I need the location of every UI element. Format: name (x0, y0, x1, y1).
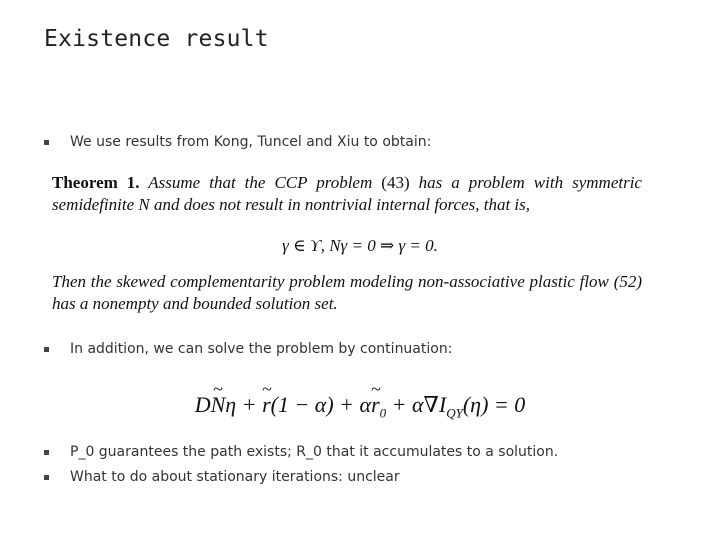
eq-tilde-symbol: ~ N (211, 392, 226, 418)
bullet-item (44, 469, 400, 485)
bullet-text: We use results from Kong, Tuncel and Xiu to obtain: (70, 134, 432, 150)
eq-tilde-symbol: ~ r (262, 392, 271, 418)
theorem-condition-equation: γ ∈ ϒ, Nγ = 0 ⇒ γ = 0. (282, 236, 438, 255)
eq-subscript: 0 (379, 405, 387, 421)
theorem-text: has a nonempty and bounded solution set. (52, 294, 338, 313)
eq-part: (1 − α) + α (270, 392, 372, 417)
bullet-square-icon (44, 475, 49, 480)
bullet-item (44, 444, 558, 460)
equation-ref: (52) (613, 272, 643, 291)
bullet-square-icon (44, 450, 49, 455)
eq-part: η + (225, 392, 257, 417)
theorem-statement (52, 172, 642, 216)
bullet-item (44, 134, 431, 150)
bullet-square-icon (44, 347, 49, 352)
eq-tilde-symbol: ~ r (371, 392, 380, 418)
theorem-text: has a problem with symmetric semidefinite N and does not result in nontrivial internal forces, that is, (52, 173, 642, 214)
slide-title: Existence result (44, 26, 269, 52)
eq-part: (η) = 0 (462, 392, 526, 417)
theorem-heading: Theorem 1. (52, 173, 140, 192)
theorem-conclusion (52, 271, 642, 315)
eq-subscript: QΥ (446, 405, 463, 421)
equation-ref: (43) (381, 173, 410, 192)
bullet-item (44, 341, 452, 357)
theorem-text: Assume that the CCP problem (148, 173, 373, 192)
bullet-text: P_0 guarantees the path exists; R_0 that it accumulates to a solution. (70, 444, 559, 460)
bullet-square-icon (44, 140, 49, 145)
eq-part: + α∇I (391, 392, 447, 417)
bullet-text: In addition, we can solve the problem by continuation: (70, 341, 453, 357)
eq-symbol: D (194, 392, 211, 417)
continuation-equation (0, 392, 720, 421)
theorem-text: Then the skewed complementarity problem modeling non-associative plastic flow (52, 272, 609, 291)
bullet-text: What to do about stationary iterations: unclear (70, 469, 400, 485)
